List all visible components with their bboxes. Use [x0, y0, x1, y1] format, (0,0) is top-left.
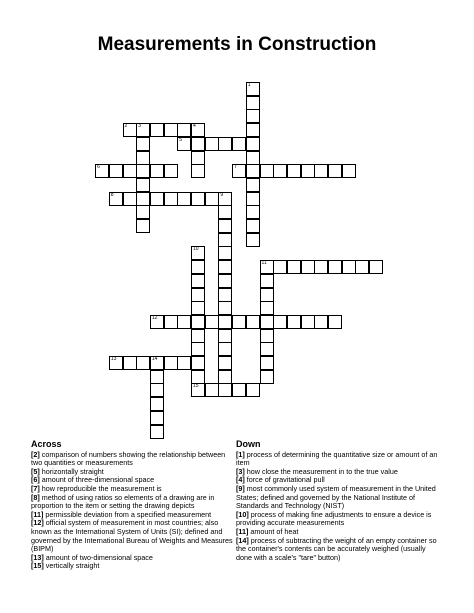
grid-cell[interactable]	[355, 260, 369, 274]
grid-cell[interactable]	[218, 137, 232, 151]
grid-cell[interactable]	[164, 315, 178, 329]
across-clue-list	[31, 451, 236, 571]
grid-cell[interactable]	[191, 383, 205, 397]
clue-item	[31, 494, 236, 511]
grid-cell[interactable]	[218, 288, 232, 302]
grid-cell[interactable]	[150, 383, 164, 397]
clue-number: 3	[138, 123, 141, 130]
grid-cell[interactable]	[260, 301, 274, 315]
clue-number: 9	[220, 191, 224, 198]
clue-number: [12]	[31, 518, 44, 528]
clue-item	[31, 451, 236, 468]
grid-cell[interactable]	[205, 315, 219, 329]
grid-cell[interactable]	[123, 123, 137, 137]
grid-cell[interactable]	[260, 370, 274, 384]
clue-text: how close the measurement in to the true value	[246, 466, 398, 476]
grid-cell[interactable]	[136, 178, 150, 192]
clue-number: [7]	[31, 483, 40, 493]
grid-cell[interactable]	[232, 164, 246, 178]
grid-cell[interactable]	[150, 356, 164, 370]
grid-cell[interactable]	[191, 164, 205, 178]
grid-cell[interactable]	[328, 260, 342, 274]
grid-cell[interactable]	[191, 301, 205, 315]
grid-cell[interactable]	[232, 137, 246, 151]
clue-number: [11]	[31, 509, 44, 519]
grid-cell[interactable]	[369, 260, 383, 274]
grid-cell[interactable]	[328, 315, 342, 329]
grid-cell[interactable]	[246, 205, 260, 219]
grid-cell[interactable]	[164, 192, 178, 206]
clue-text: process of making fine adjustments to ensure a device is providing accurate measurements	[236, 509, 432, 528]
clue-number: [13]	[31, 552, 44, 562]
grid-cell[interactable]	[287, 315, 301, 329]
grid-cell[interactable]	[164, 164, 178, 178]
clue-text: amount of three-dimensional space	[41, 475, 155, 485]
grid-cell[interactable]	[246, 151, 260, 165]
grid-cell[interactable]	[191, 315, 205, 329]
grid-cell[interactable]	[109, 356, 123, 370]
grid-cell[interactable]	[191, 342, 205, 356]
grid-cell[interactable]	[164, 123, 178, 137]
grid-cell[interactable]	[177, 192, 191, 206]
clue-number: [2]	[31, 449, 40, 459]
clue-text: amount of heat	[250, 526, 299, 536]
grid-cell[interactable]	[314, 164, 328, 178]
grid-cell[interactable]	[273, 315, 287, 329]
grid-cell[interactable]	[191, 246, 205, 260]
across-clues	[31, 440, 236, 571]
grid-cell[interactable]	[191, 288, 205, 302]
grid-cell[interactable]	[177, 356, 191, 370]
grid-cell[interactable]	[205, 192, 219, 206]
clue-number: 4	[193, 123, 196, 130]
grid-cell[interactable]	[191, 356, 205, 370]
grid-cell[interactable]	[246, 219, 260, 233]
grid-cell[interactable]	[191, 123, 205, 137]
grid-cell[interactable]	[246, 164, 260, 178]
grid-cell[interactable]	[191, 370, 205, 384]
grid-cell[interactable]	[218, 233, 232, 247]
clue-number: [4]	[236, 475, 245, 485]
grid-cell[interactable]	[136, 356, 150, 370]
grid-cell[interactable]	[301, 164, 315, 178]
grid-cell[interactable]	[177, 123, 191, 137]
grid-cell[interactable]	[246, 192, 260, 206]
grid-cell[interactable]	[232, 315, 246, 329]
clue-number: 11	[261, 260, 267, 267]
clue-text: how reproducible the measurement is	[41, 483, 162, 493]
down-clue-list	[236, 451, 441, 563]
grid-cell[interactable]	[328, 164, 342, 178]
grid-cell[interactable]	[273, 164, 287, 178]
grid-cell[interactable]	[246, 383, 260, 397]
grid-cell[interactable]	[246, 123, 260, 137]
clue-text: process of determining the quantitative size or amount of an item	[236, 449, 438, 468]
clue-number: 6	[97, 164, 100, 171]
clue-number: [10]	[236, 509, 249, 519]
grid-cell[interactable]	[260, 342, 274, 356]
grid-cell[interactable]	[191, 274, 205, 288]
clue-number: 1	[247, 82, 251, 88]
grid-cell[interactable]	[136, 137, 150, 151]
grid-cell[interactable]	[260, 329, 274, 343]
grid-cell[interactable]	[260, 315, 274, 329]
clue-text: permissible deviation from a specified measurement	[45, 509, 212, 519]
down-clues	[236, 440, 441, 562]
grid-cell[interactable]	[150, 397, 164, 411]
grid-cell[interactable]	[246, 315, 260, 329]
grid-cell[interactable]	[150, 192, 164, 206]
grid-cell[interactable]	[342, 164, 356, 178]
clue-number: [8]	[31, 492, 40, 502]
grid-cell[interactable]	[205, 383, 219, 397]
grid-cell[interactable]	[260, 164, 274, 178]
clue-item	[236, 537, 441, 563]
grid-cell[interactable]	[218, 274, 232, 288]
clue-number: 15	[193, 383, 199, 390]
grid-cell[interactable]	[218, 192, 232, 206]
grid-cell[interactable]	[123, 164, 137, 178]
grid-cell[interactable]	[260, 288, 274, 302]
grid-cell[interactable]	[136, 151, 150, 165]
clue-item	[236, 485, 441, 511]
grid-cell[interactable]	[314, 315, 328, 329]
clue-text: horizontally straight	[41, 466, 104, 476]
grid-cell[interactable]	[136, 219, 150, 233]
grid-cell[interactable]	[191, 260, 205, 274]
grid-cell[interactable]	[150, 123, 164, 137]
grid-cell[interactable]	[246, 137, 260, 151]
grid-cell[interactable]	[218, 219, 232, 233]
grid-cell[interactable]	[260, 274, 274, 288]
grid-cell[interactable]	[260, 260, 274, 274]
grid-cell[interactable]	[136, 205, 150, 219]
grid-cell[interactable]	[109, 192, 123, 206]
clue-item	[236, 511, 441, 528]
clue-text: official system of measurement in most countries; also known as the International System of Units (SI); defined and governed by the International Bureau of Weights and Measures (BIPM)	[31, 518, 233, 554]
page-title: Measurements in Construction	[97, 34, 377, 55]
grid-cell[interactable]	[109, 164, 123, 178]
clue-number: 14	[151, 356, 158, 362]
clue-number: 8	[110, 191, 114, 198]
clue-text: most commonly used system of measurement in the United States; defined and governed by the National Institute of Standards and Technology (NIST)	[236, 483, 436, 511]
clue-number: 13	[110, 356, 117, 362]
clue-item	[236, 451, 441, 468]
grid-cell[interactable]	[191, 192, 205, 206]
grid-cell[interactable]	[246, 233, 260, 247]
grid-cell[interactable]	[123, 192, 137, 206]
grid-cell[interactable]	[273, 260, 287, 274]
clue-number: [1]	[236, 449, 245, 459]
grid-cell[interactable]	[95, 164, 109, 178]
grid-cell[interactable]	[246, 178, 260, 192]
grid-cell[interactable]	[246, 96, 260, 110]
grid-cell[interactable]	[177, 137, 191, 151]
grid-cell[interactable]	[218, 205, 232, 219]
clue-number: [3]	[236, 466, 245, 476]
clue-text: force of gravitational pull	[246, 475, 325, 485]
grid-cell[interactable]	[218, 342, 232, 356]
across-heading: Across	[31, 439, 62, 449]
grid-cell[interactable]	[218, 370, 232, 384]
grid-cell[interactable]	[177, 315, 191, 329]
grid-cell[interactable]	[218, 246, 232, 260]
grid-cell[interactable]	[150, 315, 164, 329]
grid-cell[interactable]	[287, 260, 301, 274]
grid-cell[interactable]	[136, 164, 150, 178]
clue-text: amount of two-dimensional space	[45, 552, 153, 562]
grid-cell[interactable]	[218, 260, 232, 274]
grid-cell[interactable]	[150, 164, 164, 178]
grid-cell[interactable]	[218, 301, 232, 315]
grid-cell[interactable]	[301, 260, 315, 274]
grid-cell[interactable]	[150, 411, 164, 425]
grid-cell[interactable]	[218, 329, 232, 343]
grid-cell[interactable]	[232, 383, 246, 397]
clue-number: [15]	[31, 561, 44, 571]
clue-number: [6]	[31, 475, 40, 485]
clue-text: method of using ratios so elements of a drawing are in proportion to the item or setting the drawing depicts	[31, 492, 215, 511]
grid-cell[interactable]	[136, 192, 150, 206]
grid-cell[interactable]	[314, 260, 328, 274]
grid-cell[interactable]	[342, 260, 356, 274]
clue-number: 10	[193, 246, 199, 253]
clue-number: [9]	[236, 483, 245, 493]
grid-cell[interactable]	[301, 315, 315, 329]
grid-cell[interactable]	[136, 123, 150, 137]
grid-cell[interactable]	[218, 356, 232, 370]
grid-cell[interactable]	[287, 164, 301, 178]
grid-cell[interactable]	[191, 329, 205, 343]
clue-number: [14]	[236, 535, 249, 545]
grid-cell[interactable]	[123, 356, 137, 370]
down-heading: Down	[236, 439, 261, 449]
grid-cell[interactable]	[191, 137, 205, 151]
clue-number: [11]	[236, 526, 249, 536]
grid-cell[interactable]	[205, 137, 219, 151]
grid-cell[interactable]	[260, 356, 274, 370]
clue-text: process of subtracting the weight of an empty container so the container's contents can be accurately weighed (usually done with a scale's "tare" button)	[236, 535, 437, 562]
grid-cell[interactable]	[150, 425, 164, 439]
clue-number: 7	[234, 164, 237, 171]
clue-text: vertically straight	[45, 561, 100, 571]
grid-cell[interactable]	[218, 315, 232, 329]
clue-number: [5]	[31, 466, 40, 476]
clue-item	[31, 519, 236, 553]
clue-number: 12	[151, 314, 158, 321]
grid-cell[interactable]	[164, 356, 178, 370]
grid-cell[interactable]	[246, 109, 260, 123]
clue-item	[31, 562, 236, 571]
clue-number: 5	[179, 136, 183, 143]
clue-number: 2	[124, 123, 128, 130]
grid-cell[interactable]	[218, 383, 232, 397]
grid-cell[interactable]	[246, 82, 260, 96]
grid-cell[interactable]	[150, 370, 164, 384]
clue-text: comparison of numbers showing the relationship between two quantities or measurements	[31, 449, 226, 468]
grid-cell[interactable]	[191, 151, 205, 165]
